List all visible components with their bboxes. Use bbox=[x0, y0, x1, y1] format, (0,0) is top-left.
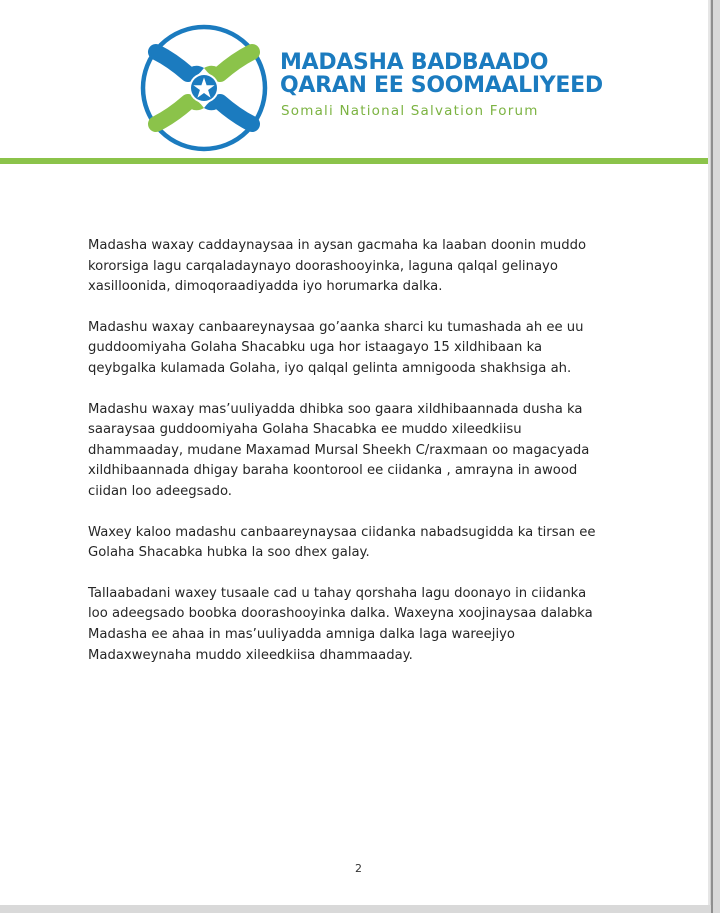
hands-circle-star-logo bbox=[138, 22, 270, 154]
org-name-line1: MADASHA BADBAADO bbox=[280, 50, 549, 75]
org-name-line2: QARAN EE SOOMAALIYEED bbox=[280, 73, 603, 98]
paragraph-3: Madashu waxay mas’uuliyadda dhibka soo gaara xildhibaannada dusha ka saaraysaa guddoomiyaha Golaha Shacabka ee muddo xileedkiisu dhammaaday, mudane Maxamad Mursal Sheekh C/raxmaan oo magacyada xildhibaannada dhigay baraha koontorool ee ciidanka , amrayna in awood ciidan loo adeegsado. bbox=[88, 401, 590, 499]
page-edge bbox=[711, 0, 713, 913]
paragraph-4: Waxey kaloo madashu canbaareynaysaa ciidanka nabadsugidda ka tirsan ee Golaha Shacabka hubka la soo dhex galay. bbox=[88, 524, 596, 561]
page-number: 2 bbox=[355, 862, 362, 875]
paragraph-2: Madashu waxay canbaareynaysaa go’aanka sharci ku tumashada ah ee uu guddoomiyaha Golaha Shacabku uga hor istaagayo 15 xildhibaan ka qeybgalka kulamada Golaha, iyo qalqal gelinta amnigooda shakhsiga ah. bbox=[88, 319, 584, 376]
paragraph-1: Madasha waxay caddaynaysaa in aysan gacmaha ka laaban doonin muddo kororsiga lagu carqaladaynayo doorashooyinka, laguna qalqal gelinayo xasilloonida, dimoqoraadiyadda iyo horumarka dalka. bbox=[88, 238, 587, 295]
organization-subtitle: Somali National Salvation Forum bbox=[281, 103, 539, 119]
header-divider bbox=[0, 158, 708, 164]
paragraph-5: Tallaabadani waxey tusaale cad u tahay qorshaha lagu doonayo in ciidanka loo adeegsado boobka doorashooyinka dalka. Waxeyna xoojinaysaa dalabka Madasha ee ahaa in mas’uuliyadda amniga dalka laga wareejiyo Madaxweynaha muddo xileedkiisa dhammaaday. bbox=[88, 585, 593, 663]
letterhead bbox=[0, 0, 708, 165]
statement-body bbox=[88, 236, 628, 686]
organization-name bbox=[280, 52, 603, 97]
